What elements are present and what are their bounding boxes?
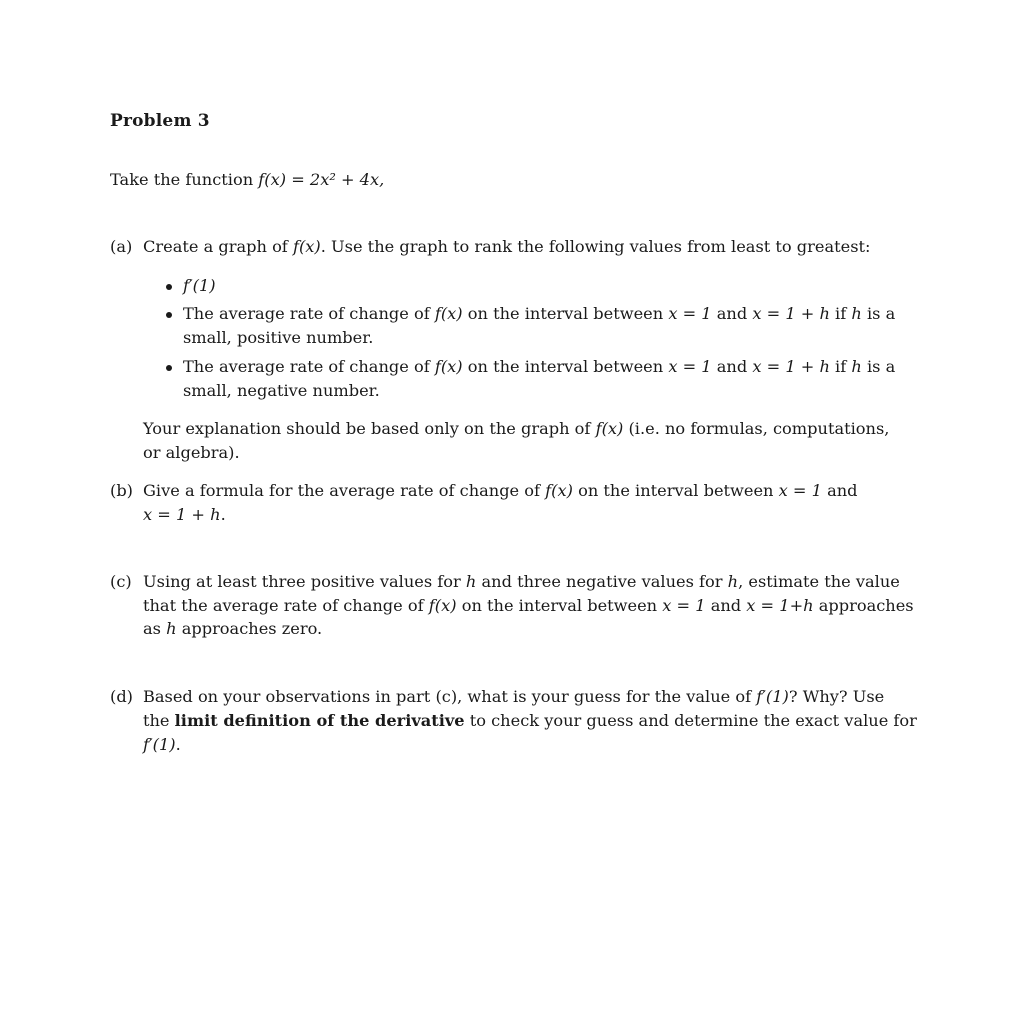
- part-d-1a: Based on your observations in part (c), what is your guess for the value of: [143, 687, 757, 706]
- bullet-2-line-1-text: [183, 306, 895, 322]
- part-c-1a: Using at least three positive values for: [143, 572, 466, 591]
- part-c-3b: approaches zero.: [176, 619, 323, 638]
- part-c-and: and: [705, 596, 747, 615]
- part-d-line-3: [143, 737, 181, 753]
- intro-line: [110, 172, 384, 188]
- part-b-period: .: [220, 505, 226, 524]
- part-c-2a: that the average rate of change of: [143, 596, 429, 615]
- part-d-period: .: [175, 735, 181, 754]
- problem-title: Problem 3: [110, 111, 210, 131]
- bullet-2-and: and: [711, 304, 753, 323]
- bullet-3-marker: [166, 365, 172, 371]
- bullet-3-fx: f(x): [434, 357, 463, 376]
- part-c-line-1: [143, 574, 900, 590]
- bullet-3-h: h: [851, 357, 862, 376]
- explanation-text-1a: Your explanation should be based only on the graph of: [143, 419, 596, 438]
- part-b-x2: x = 1 + h: [143, 505, 221, 524]
- part-a-prompt: [143, 239, 871, 255]
- part-d-fprime-2: f′(1): [143, 735, 176, 754]
- bullet-1-text: f′(1): [183, 276, 216, 295]
- bullet-2-marker: [166, 312, 172, 318]
- explanation-fx: f(x): [595, 419, 624, 438]
- explanation-line-2: or algebra).: [143, 443, 240, 462]
- explanation-line-1: [143, 421, 889, 437]
- part-c-h-3: h: [166, 619, 177, 638]
- part-b-fx: f(x): [545, 481, 573, 500]
- bullet-2-line-1: [183, 306, 903, 322]
- bullet-2-line-2: small, positive number.: [183, 328, 374, 347]
- part-c-3a: as: [143, 619, 167, 638]
- part-c-2c: approaches: [813, 596, 914, 615]
- part-c-1b: and three negative values for: [476, 572, 728, 591]
- bullet-3-pre: The average rate of change of: [183, 357, 435, 376]
- part-c-2b: on the interval between: [456, 596, 663, 615]
- explanation-text-1b: (i.e. no formulas, computations,: [623, 419, 890, 438]
- part-a-fx: f(x): [292, 237, 321, 256]
- part-b-label: (b): [110, 481, 133, 500]
- part-c-x2: x = 1+h: [746, 596, 814, 615]
- bullet-2-h: h: [851, 304, 862, 323]
- bullet-3-x2: x = 1 + h: [752, 357, 830, 376]
- part-d-line-1: [143, 689, 884, 705]
- part-d-fprime: f′(1): [756, 687, 789, 706]
- bullet-3-is-a: is a: [861, 357, 896, 376]
- part-c-h-1: h: [465, 572, 477, 591]
- bullet-3-line-1: [183, 359, 903, 375]
- bullet-2-x2: x = 1 + h: [752, 304, 830, 323]
- bullet-3-mid: on the interval between: [462, 357, 669, 376]
- intro-text: Take the function: [110, 170, 259, 189]
- part-c-x1: x = 1: [662, 596, 706, 615]
- part-d-line-2: [143, 713, 917, 729]
- part-a-text-2: . Use the graph to rank the following values from least to greatest:: [320, 237, 871, 256]
- part-a-text-1: Create a graph of: [143, 237, 293, 256]
- limit-definition-bold: limit definition of the derivative: [174, 711, 465, 730]
- part-b-mid: on the interval between: [572, 481, 779, 500]
- bullet-2-mid: on the interval between: [462, 304, 669, 323]
- bullet-2-x1: x = 1: [668, 304, 712, 323]
- part-d-2b: to check your guess and determine the exact value for: [464, 711, 917, 730]
- bullet-2-fx: f(x): [434, 304, 463, 323]
- part-c-line-3: [143, 621, 322, 637]
- bullet-1-marker: [166, 284, 172, 290]
- part-b-line-2: [143, 507, 226, 523]
- function-definition: f(x) = 2x² + 4x,: [258, 170, 385, 189]
- bullet-2-is-a: is a: [861, 304, 896, 323]
- bullet-2-if: if: [829, 304, 852, 323]
- part-a-label: (a): [110, 237, 133, 256]
- part-d-1b: ? Why? Use: [788, 687, 885, 706]
- part-c-h-2: h: [727, 572, 739, 591]
- part-b-line-1: [143, 483, 858, 499]
- bullet-3-and: and: [711, 357, 753, 376]
- part-b-pre: Give a formula for the average rate of change of: [143, 481, 546, 500]
- part-c-fx: f(x): [428, 596, 457, 615]
- bullet-3-if: if: [829, 357, 852, 376]
- bullet-2-pre: The average rate of change of: [183, 304, 435, 323]
- part-c-1c: , estimate the value: [738, 572, 900, 591]
- bullet-3-line-2: small, negative number.: [183, 381, 380, 400]
- part-d-label: (d): [110, 687, 133, 706]
- bullet-3-x1: x = 1: [668, 357, 712, 376]
- part-c-line-2: [143, 598, 914, 614]
- part-c-label: (c): [110, 572, 132, 591]
- part-b-end: and: [821, 481, 858, 500]
- part-d-2a: the: [143, 711, 175, 730]
- part-b-x1: x = 1: [778, 481, 822, 500]
